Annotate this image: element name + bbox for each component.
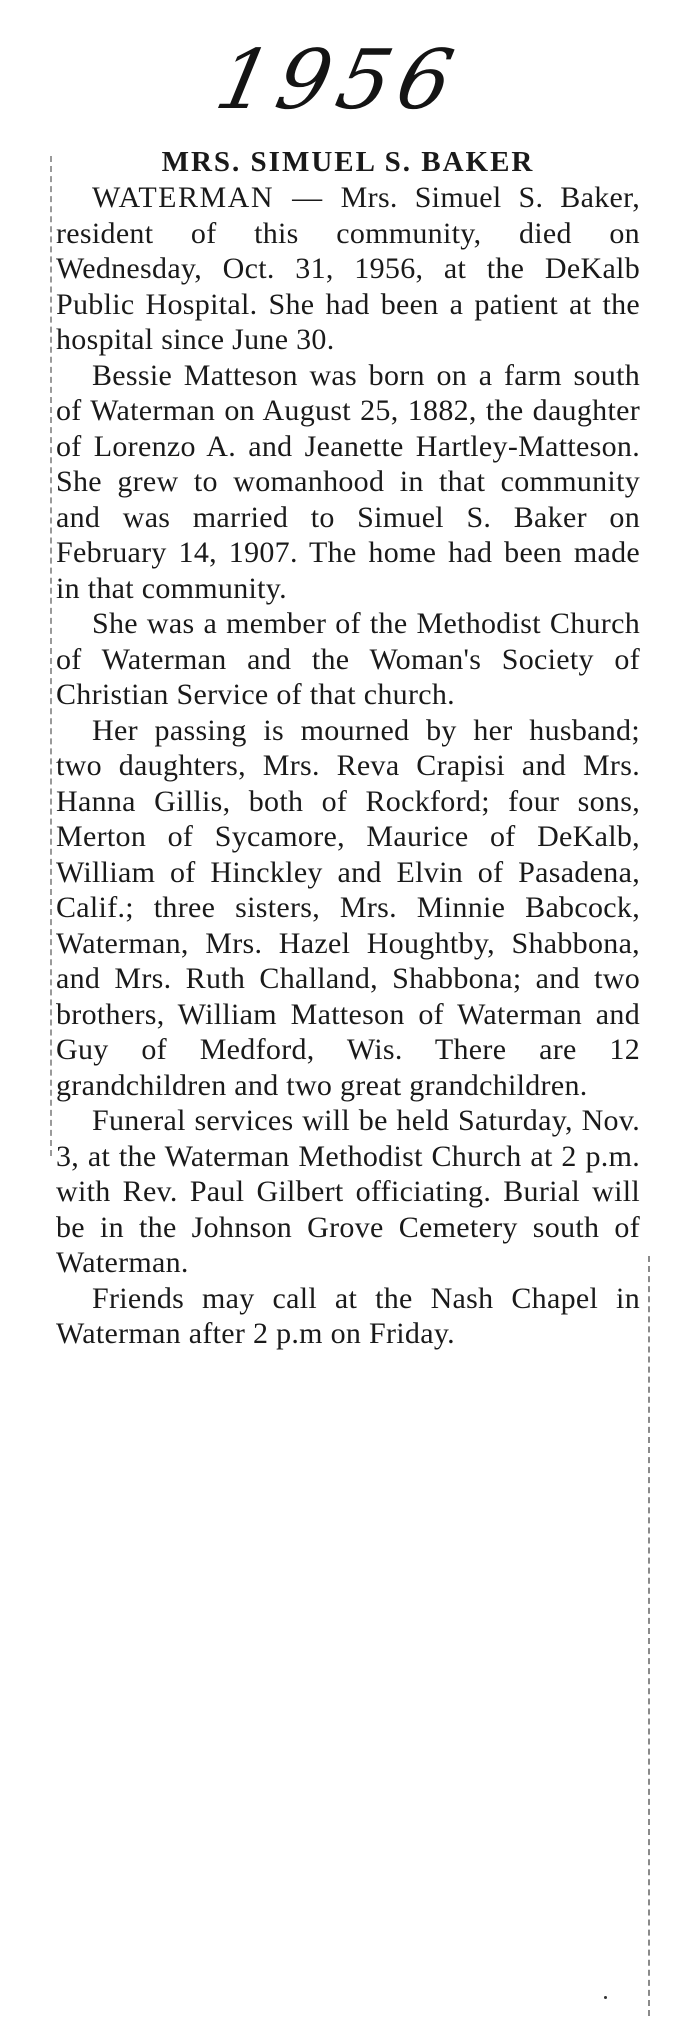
obituary-paragraph-6: Friends may call at the Nash Chapel in Waterman after 2 p.m on Friday. — [56, 1281, 640, 1350]
clipping-right-edge — [648, 1256, 650, 2016]
obituary-paragraph-5: Funeral services will be held Saturday, Nov. 3, at the Waterman Methodist Church at 2 p.m. with Rev. Paul Gilbert officiating. Burial will be in the Johnson Grove Cemetery south of Waterman. — [56, 1104, 640, 1279]
newspaper-clipping — [56, 136, 640, 2016]
dateline: WATERMAN — — [92, 181, 324, 214]
paragraph-1-text: Mrs. Simuel S. Baker, resident of this community, died on Wednesday, Oct. 31, 1956, at the DeKalb Public Hospital. She had been a patient at the hospital since June 30. — [56, 181, 640, 356]
obituary-headline: MRS. SIMUEL S. BAKER — [161, 146, 535, 178]
handwritten-year: 1956 — [208, 33, 469, 128]
clipping-left-edge — [50, 156, 52, 1156]
print-speck — [604, 1996, 607, 1999]
obituary-paragraph-4: Her passing is mourned by her husband; two daughters, Mrs. Reva Crapisi and Mrs. Hanna Gillis, both of Rockford; four sons, Merton of Sycamore, Maurice of DeKalb, William of Hinckley and Elvin of Pasadena, Calif.; three sisters, Mrs. Minnie Babcock, Waterman, Mrs. Hazel Houghtby, Shabbona, and Mrs. Ruth Challand, Shabbona; and two brothers, William Matteson of Waterman and Guy of Medford, Wis. There are 12 grandchildren and two great grandchildren. — [56, 713, 640, 1102]
obituary-paragraph-1 — [56, 180, 640, 358]
obituary-paragraph-2: Bessie Matteson was born on a farm south of Waterman on August 25, 1882, the daughter of Lorenzo A. and Jeanette Hartley-Matteson. She grew to womanhood in that community and was married to Simuel S. Baker on February 14, 1907. The home had been made in that community. — [56, 358, 640, 605]
obituary-paragraph-3: She was a member of the Methodist Church of Waterman and the Woman's Society of Christian Service of that church. — [56, 607, 640, 711]
